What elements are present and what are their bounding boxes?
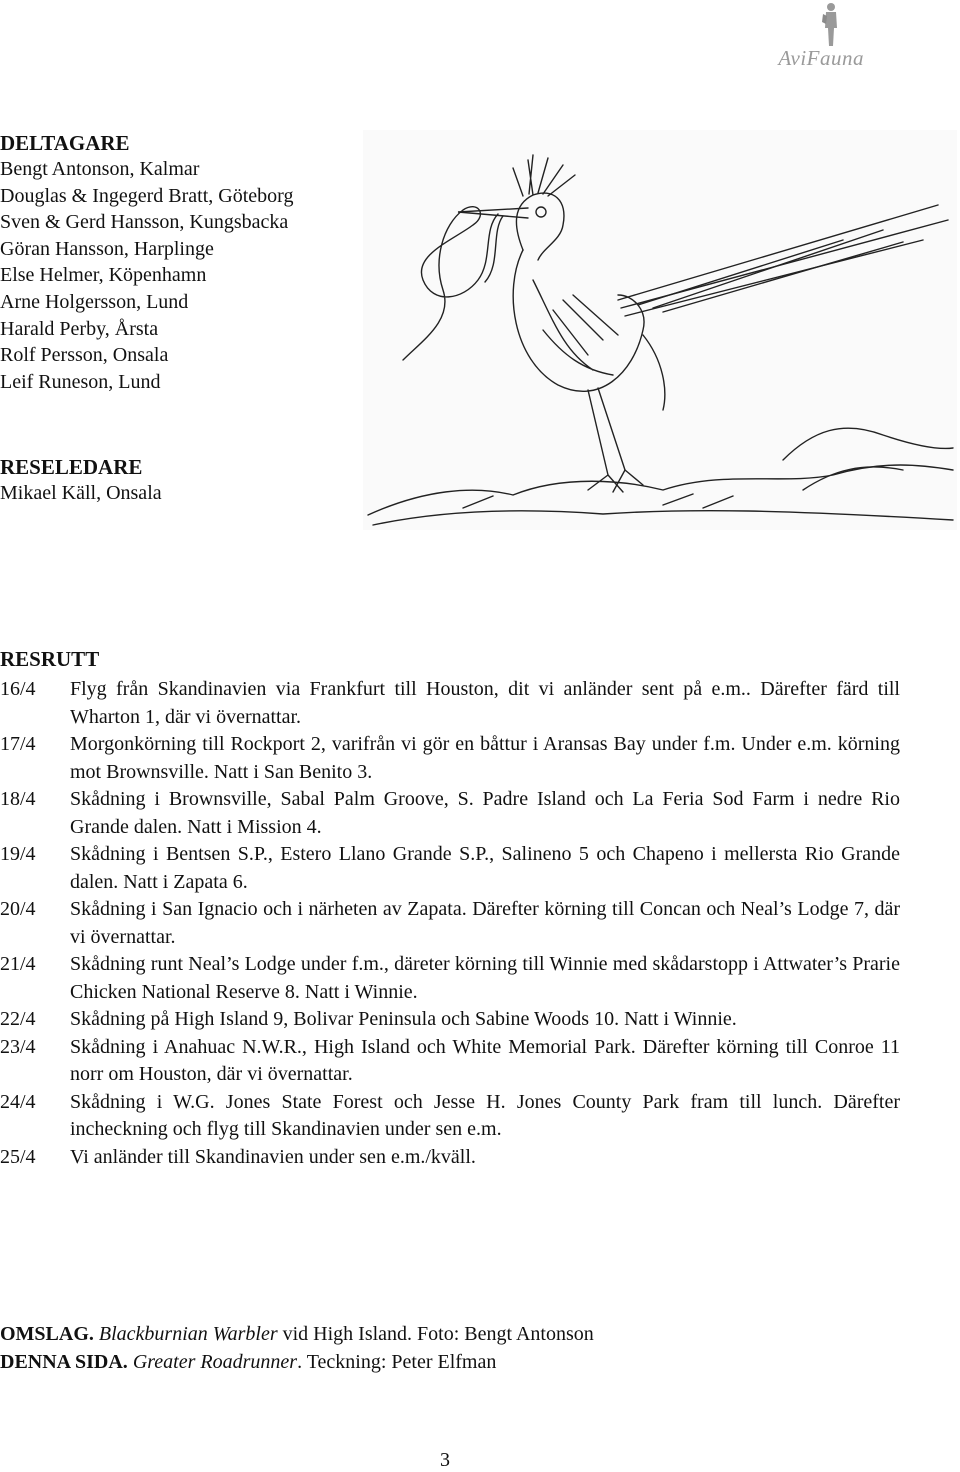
route-day-text: Vi anländer till Skandinavien under sen e.m./kväll. [70, 1145, 476, 1168]
route-day-date: 19/4 [0, 843, 36, 865]
route-day-date: 17/4 [0, 733, 36, 755]
roadrunner-drawing [363, 130, 957, 530]
page-number: 3 [440, 1449, 450, 1471]
route-day-date: 21/4 [0, 953, 36, 975]
participant-name: Rolf Persson, Onsala [0, 344, 169, 367]
route-day [0, 1144, 900, 1172]
page-credit-label: DENNA SIDA. [0, 1350, 128, 1373]
route-day-date: 22/4 [0, 1008, 36, 1030]
participants-section [0, 130, 293, 395]
page-credit-text: . Teckning: Peter Elfman [297, 1350, 497, 1373]
page-credit [0, 1349, 594, 1377]
participant-name: Douglas & Ingegerd Bratt, Göteborg [0, 184, 294, 207]
route-day-text: Skådning i Brownsville, Sabal Palm Groove, S. Padre Island och La Feria Sod Farm i nedre Rio Grande dalen. Natt i Mission 4. [70, 788, 900, 838]
participant-name: Harald Perby, Årsta [0, 317, 159, 340]
route-day-text: Flyg från Skandinavien via Frankfurt till Houston, dit vi anländer sent på e.m.. Därefter färd till Wharton 1, där vi övernattar. [70, 678, 900, 728]
route-day [0, 951, 900, 1006]
page-credit-species: Greater Roadrunner [132, 1350, 298, 1373]
route-day [0, 731, 900, 786]
route-day-text: Skådning i San Ignacio och i närheten av Zapata. Därefter körning till Concan och Neal’s Lodge 7, där vi övernattar. [70, 898, 900, 948]
route-day [0, 1006, 900, 1034]
cover-credit-species: Blackburnian Warbler [98, 1323, 278, 1345]
route-day-text: Skådning i W.G. Jones State Forest och Jesse H. Jones County Park fram till lunch. Därefter incheckning och flyg till Skandinavien under sen e.m. [70, 1090, 900, 1140]
participant-name: Else Helmer, Köpenhamn [0, 264, 207, 287]
tour-leader-heading: RESELEDARE [0, 455, 143, 479]
route-day-date: 20/4 [0, 898, 36, 920]
route-day [0, 676, 900, 731]
route-day-date: 23/4 [0, 1035, 36, 1058]
cover-credit [0, 1321, 594, 1349]
route-day-text: Morgonkörning till Rockport 2, varifrån vi gör en båttur i Aransas Bay under f.m. Under e.m. körning mot Brownsville. Natt i San Benito 3. [70, 733, 900, 783]
participant-name: Arne Holgersson, Lund [0, 290, 189, 313]
tour-leader-name: Mikael Käll, Onsala [0, 482, 162, 504]
route-day [0, 841, 900, 896]
avifauna-logo [764, 2, 864, 68]
cover-credit-text: vid High Island. Foto: Bengt Antonson [277, 1323, 594, 1345]
route-day-text: Skådning i Anahuac N.W.R., High Island och White Memorial Park. Därefter körning till Conroe 11 norr om Houston, där vi övernattar. [70, 1035, 900, 1085]
logo-text: AviFauna [778, 46, 864, 70]
participants-heading: DELTAGARE [0, 131, 130, 155]
route-day-text: Skådning i Bentsen S.P., Estero Llano Grande S.P., Salineno 5 och Chapeno i mellersta Rio Grande dalen. Natt i Zapata 6. [70, 843, 900, 893]
participant-name: Leif Runeson, Lund [0, 370, 161, 393]
route-heading: RESRUTT [0, 647, 100, 671]
route-day-date: 18/4 [0, 788, 36, 810]
route-day-date: 16/4 [0, 678, 36, 700]
participant-name: Bengt Antonson, Kalmar [0, 158, 200, 180]
route-day-date: 25/4 [0, 1145, 36, 1168]
participant-name: Göran Hansson, Harplinge [0, 237, 214, 260]
route-day [0, 1089, 900, 1144]
route-day-text: Skådning runt Neal’s Lodge under f.m., däreter körning till Winnie med skådarstopp i Attwater’s Prarie Chicken National Reserve 8. Natt i Winnie. [70, 953, 900, 1003]
image-credits [0, 1321, 594, 1376]
route-day [0, 786, 900, 841]
cover-credit-label: OMSLAG. [0, 1323, 94, 1345]
birdwatcher-figure-icon [818, 2, 844, 48]
tour-leader-section [0, 454, 162, 507]
route-section [0, 646, 900, 1171]
participant-name: Sven & Gerd Hansson, Kungsbacka [0, 211, 289, 234]
route-day [0, 1034, 900, 1089]
route-day [0, 896, 900, 951]
route-day-text: Skådning på High Island 9, Bolivar Peninsula och Sabine Woods 10. Natt i Winnie. [70, 1008, 737, 1030]
route-day-date: 24/4 [0, 1090, 36, 1113]
